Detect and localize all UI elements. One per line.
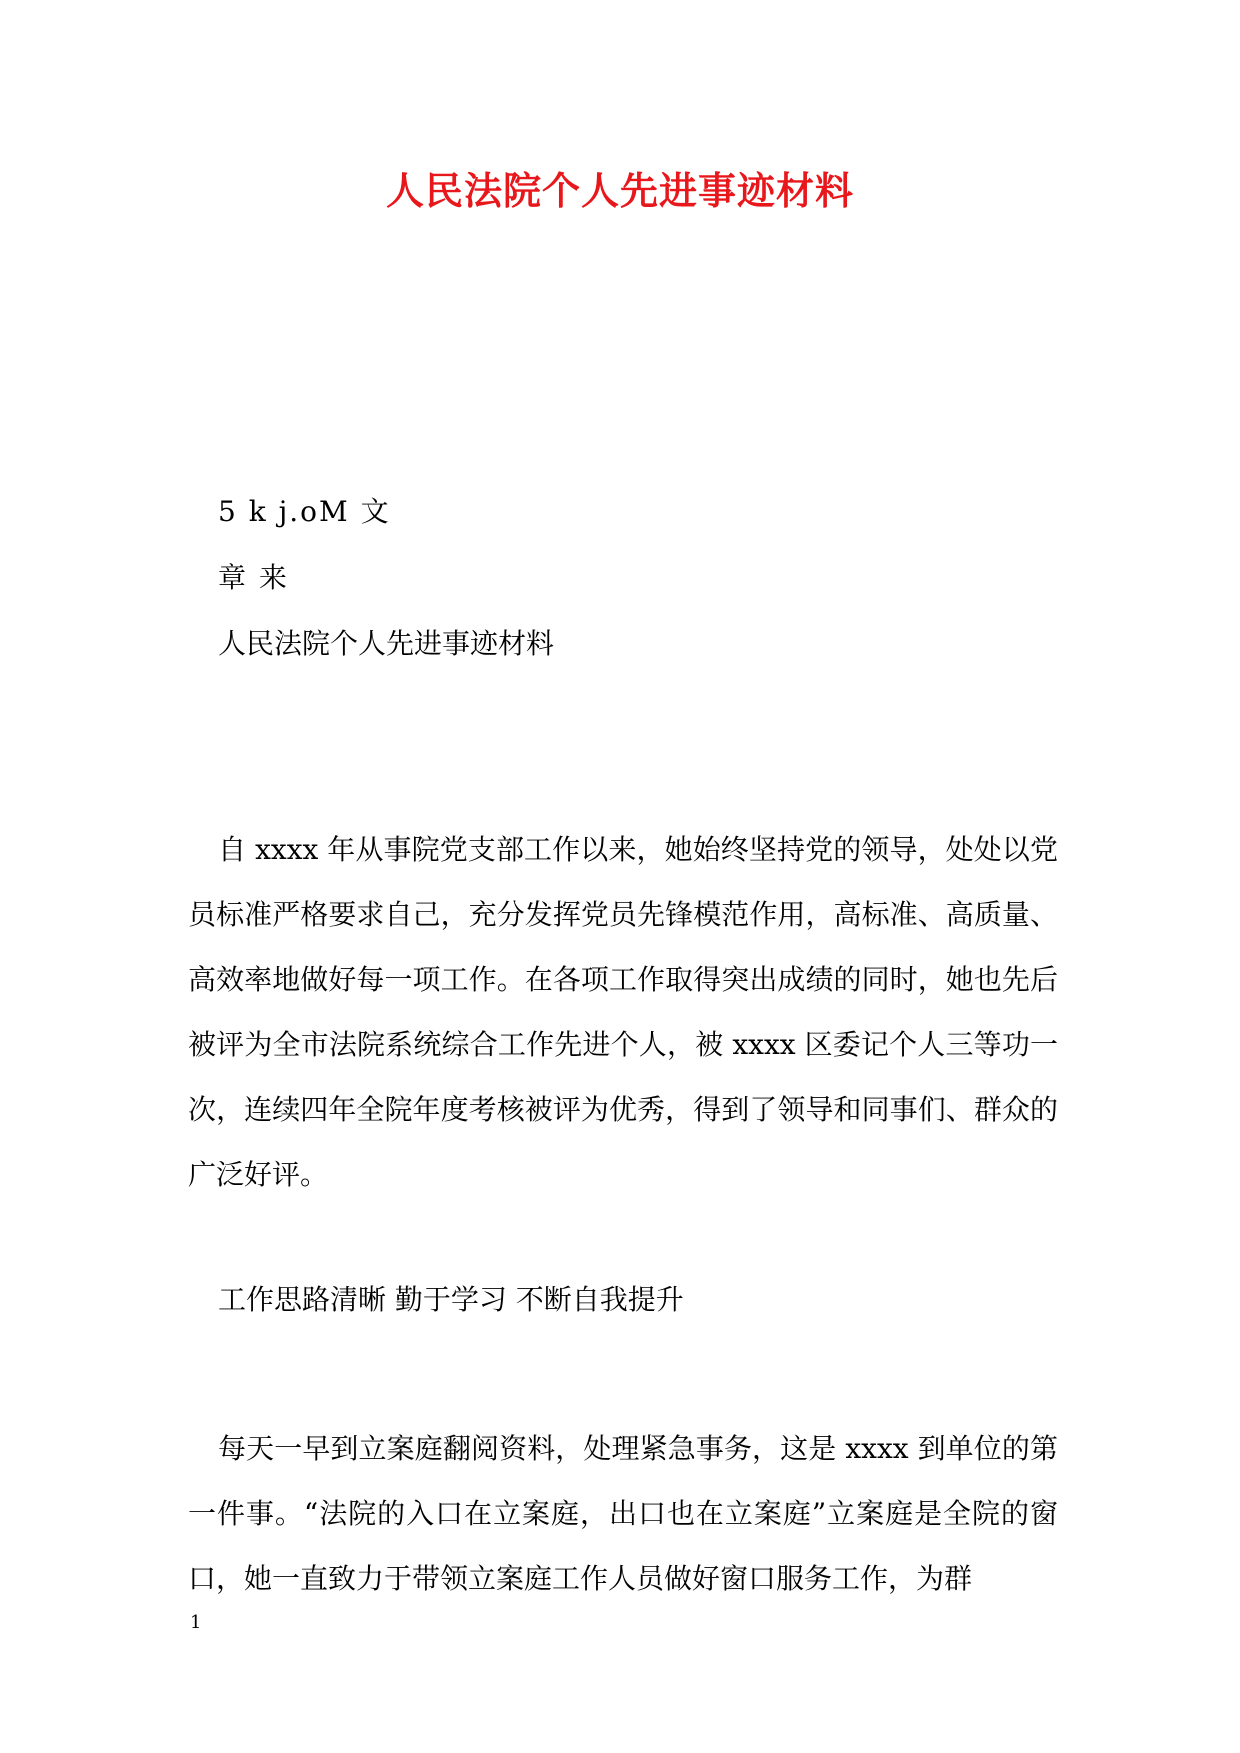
body-paragraph-2: 每天一早到立案庭翻阅资料，处理紧急事务，这是 xxxx 到单位的第一件事。“法院的入口在立案庭，出口也在立案庭”立案庭是全院的窗口，她一直致力于带领立案庭工作人员做好窗口服务工作，为群 [188, 1432, 1058, 1595]
body-paragraph-1: 自 xxxx 年从事院党支部工作以来，她始终坚持党的领导，处处以党员标准严格要求自己，充分发挥党员先锋模范作用，高标准、高质量、高效率地做好每一项工作。在各项工作取得突出成绩的同时，她也先后被评为全市法院系统综合工作先进个人，被 xxxx 区委记个人三等功一次，连续四年全院年度考核被评为优秀，得到了领导和同事们、群众的广泛好评。 [188, 833, 1058, 1191]
page-number: 1 [190, 1612, 202, 1633]
source-line-2: 章 来 [218, 561, 289, 594]
section-heading: 工作思路清晰 勤于学习 不断自我提升 [218, 1283, 684, 1316]
page-title: 人民法院个人先进事迹材料 [385, 168, 854, 213]
subtitle: 人民法院个人先进事迹材料 [218, 627, 555, 660]
source-line-1: 5 k j.oM 文 [218, 495, 391, 528]
